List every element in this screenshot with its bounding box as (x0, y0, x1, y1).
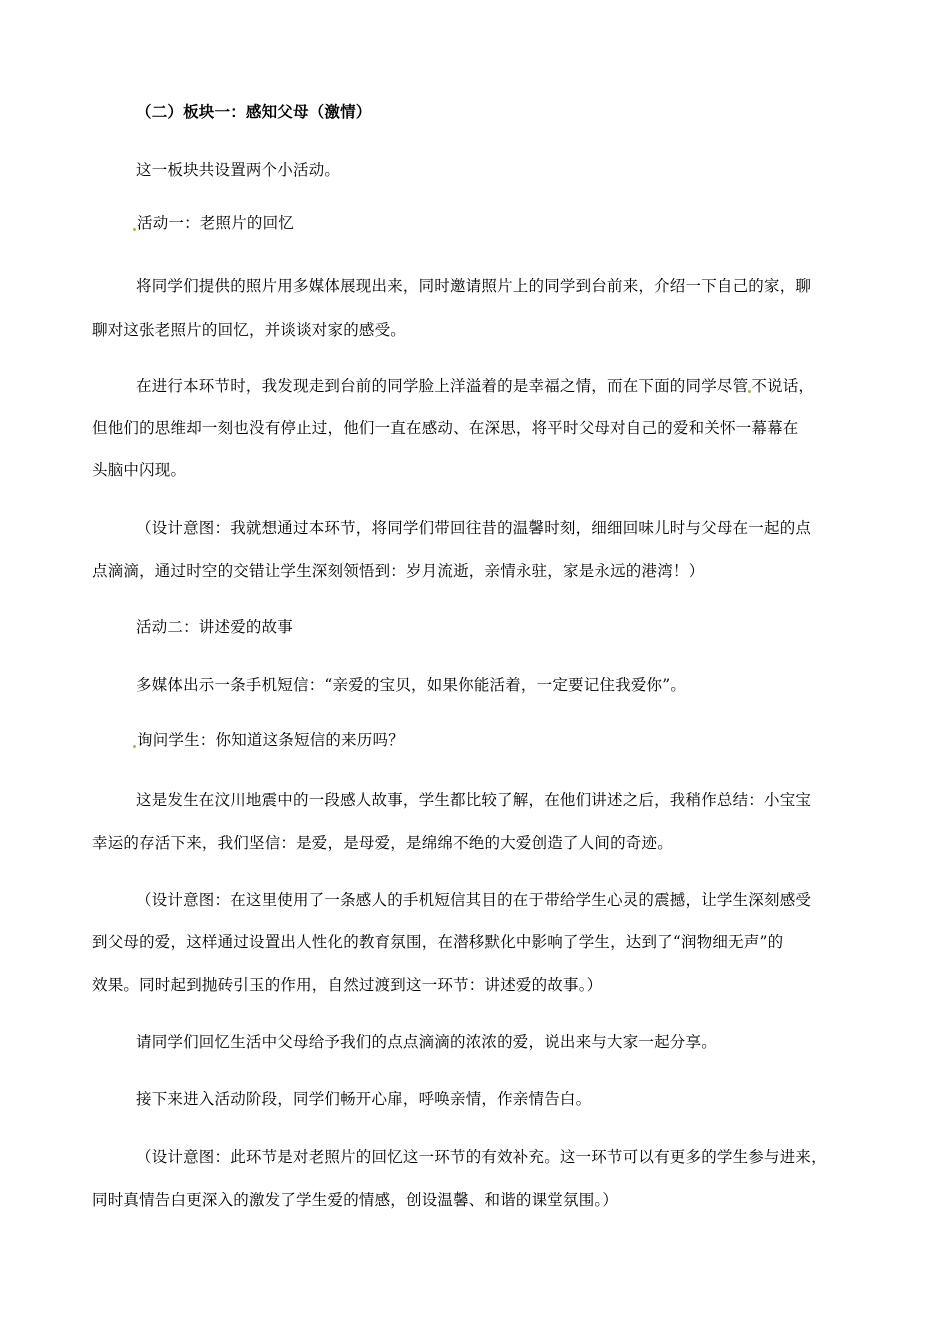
paragraph-5 (133, 730, 404, 750)
paragraph-7-line-2: 到父母的爱，这样通过设置出人性化的教育氛围，在潜移默化中影响了学生，达到了“润物细无声”的 (92, 933, 784, 951)
paragraph-2-line-1-text-b: 不说话， (751, 377, 815, 395)
anchor-marker-icon (133, 228, 136, 231)
paragraph-10-line-1: （设计意图：此环节是对老照片的回忆这一环节的有效补充。这一环节可以有更多的学生参与进来， (136, 1148, 827, 1166)
activity-one-title-text: 活动一：老照片的回忆 (137, 214, 295, 232)
paragraph-4: 多媒体出示一条手机短信：“亲爱的宝贝，如果你能活着，一定要记住我爱你”。 (136, 676, 687, 694)
paragraph-1-line-2: 聊对这张老照片的回忆，并谈谈对家的感受。 (92, 321, 407, 339)
paragraph-1-line-1: 将同学们提供的照片用多媒体展现出来，同时邀请照片上的同学到台前来，介绍一下自己的家，聊 (136, 277, 812, 295)
activity-one-title (133, 213, 294, 233)
paragraph-9: 接下来进入活动阶段，同学们畅开心扉，呼唤亲情，作亲情告白。 (136, 1090, 592, 1108)
section-heading: （二）板块一：感知父母（激情） (136, 102, 372, 121)
paragraph-2-line-1-text-a: 在进行本环节时，我发现走到台前的同学脸上洋溢着的是幸福之情，而在下面的同学尽管 (136, 377, 749, 395)
paragraph-2-line-2: 但他们的思维却一刻也没有停止过，他们一直在感动、在深思，将平时父母对自己的爱和关怀一幕幕在 (92, 419, 799, 437)
intro-paragraph: 这一板块共设置两个小活动。 (136, 161, 341, 179)
paragraph-2-line-1 (136, 376, 814, 396)
paragraph-5-text: 询问学生：你知道这条短信的来历吗？ (137, 731, 404, 749)
paragraph-3-line-1: （设计意图：我就想通过本环节，将同学们带回往昔的温馨时刻，细细回味儿时与父母在一起的点 (136, 519, 812, 537)
anchor-marker-icon (133, 745, 136, 748)
paragraph-3-line-2: 点滴滴，通过时空的交错让学生深刻领悟到：岁月流逝，亲情永驻，家是永远的港湾！） (92, 562, 705, 580)
paragraph-7-line-3: 效果。同时起到抛砖引玉的作用，自然过渡到这一环节：讲述爱的故事。） (92, 976, 603, 994)
paragraph-2-line-3: 头脑中闪现。 (92, 461, 187, 479)
paragraph-10-line-2: 同时真情告白更深入的激发了学生爱的情感，创设温馨、和谐的课堂氛围。） (92, 1191, 619, 1209)
activity-two-title: 活动二：讲述爱的故事 (136, 618, 294, 636)
paragraph-8: 请同学们回忆生活中父母给予我们的点点滴滴的浓浓的爱，说出来与大家一起分享。 (136, 1033, 717, 1051)
paragraph-7-line-1: （设计意图：在这里使用了一条感人的手机短信其目的在于带给学生心灵的震撼，让学生深刻感受 (136, 891, 812, 909)
paragraph-6-line-1: 这是发生在汶川地震中的一段感人故事，学生都比较了解，在他们讲述之后，我稍作总结：小宝宝 (136, 791, 812, 809)
paragraph-6-line-2: 幸运的存活下来，我们坚信：是爱，是母爱，是绵绵不绝的大爱创造了人间的奇迹。 (92, 834, 673, 852)
